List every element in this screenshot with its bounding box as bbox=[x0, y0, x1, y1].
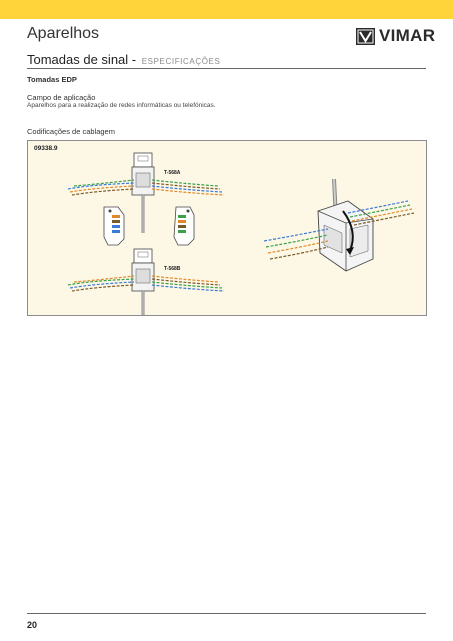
brand-logo-icon bbox=[356, 28, 375, 45]
side-detail-right bbox=[174, 207, 194, 245]
application-text: Aparelhos para a realização de redes informáticas ou telefónicas. bbox=[27, 102, 216, 109]
footer-divider bbox=[27, 613, 426, 614]
heading-divider bbox=[27, 68, 426, 69]
diagram-code: 09338.9 bbox=[34, 145, 58, 152]
page-heading-title: Tomadas de sinal - bbox=[27, 52, 137, 67]
standard-b-label: T-568B bbox=[164, 266, 181, 272]
wiring-illustration bbox=[28, 141, 428, 317]
standard-a-label: T-568A bbox=[164, 170, 181, 176]
connector-b-illustration bbox=[68, 249, 224, 315]
application-label: Campo de aplicação bbox=[27, 93, 96, 102]
page-heading-subtitle: ESPECIFICAÇÕES bbox=[141, 57, 221, 66]
product-title: Tomadas EDP bbox=[27, 75, 77, 84]
section-title: Aparelhos bbox=[27, 25, 100, 42]
top-accent-bar bbox=[0, 0, 453, 19]
page-number: 20 bbox=[27, 620, 38, 630]
wiring-diagram bbox=[27, 140, 427, 316]
connector-perspective-illustration bbox=[264, 179, 414, 271]
brand-name: VIMAR bbox=[379, 26, 436, 45]
page-heading bbox=[27, 52, 220, 67]
brand-logo bbox=[356, 26, 435, 46]
side-detail-left bbox=[104, 207, 124, 245]
wiring-title: Codificações de cablagem bbox=[27, 127, 115, 136]
connector-a-illustration bbox=[68, 153, 224, 233]
